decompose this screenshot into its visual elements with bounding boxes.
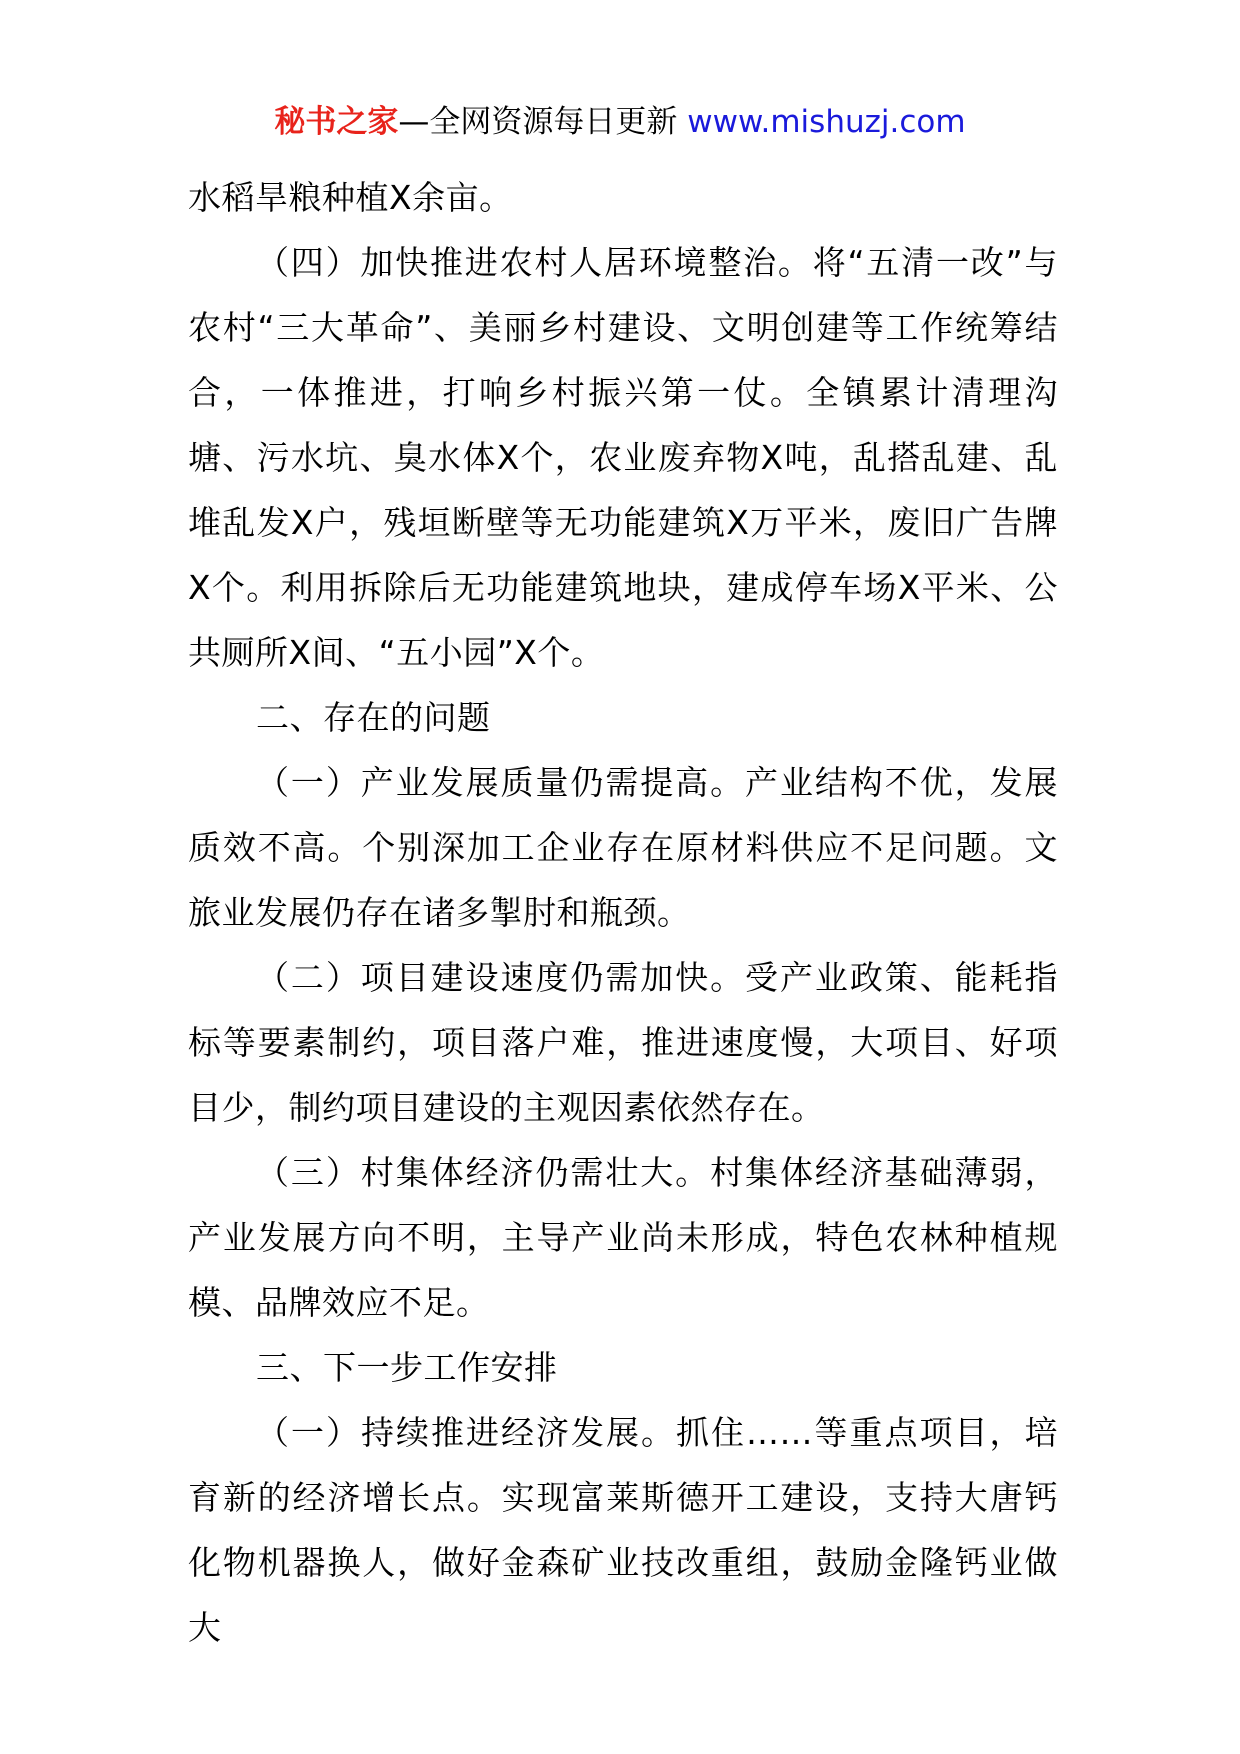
site-url-link[interactable]: www.mishuzj.com [687,104,966,140]
paragraph-next-step-1: （一）持续推进经济发展。抓住……等重点项目，培育新的经济增长点。实现富莱斯德开工建设，支持大唐钙化物机器换人，做好金森矿业技改重组，鼓励金隆钙业做大 [188,1413,1058,1647]
paragraph-problem-2: （二）项目建设速度仍需加快。受产业政策、能耗指标等要素制约，项目落户难，推进速度慢，大项目、好项目少，制约项目建设的主观因素依然存在。 [188,958,1058,1127]
paragraph-problem-3: （三）村集体经济仍需壮大。村集体经济基础薄弱，产业发展方向不明，主导产业尚未形成，特色农林种植规模、品牌效应不足。 [188,1153,1058,1322]
site-header [0,100,1240,144]
heading-existing-problems: 二、存在的问题 [256,698,491,737]
brand-name: 秘书之家 [274,104,399,140]
heading-next-steps: 三、下一步工作安排 [256,1348,558,1387]
paragraph-section-4-environment: （四）加快推进农村人居环境整治。将“五清一改”与农村“三大革命”、美丽乡村建设、文明创建等工作统筹结合，一体推进，打响乡村振兴第一仗。全镇累计清理沟塘、污水坑、臭水体X个，农业废弃物X吨，乱搭乱建、乱堆乱发X户，残垣断壁等无功能建筑X万平米，废旧广告牌X个。利用拆除后无功能建筑地块，建成停车场X平米、公共厕所X间、“五小园”X个。 [188,243,1058,672]
paragraph-problem-1: （一）产业发展质量仍需提高。产业结构不优，发展质效不高。个别深加工企业存在原材料供应不足问题。文旅业发展仍存在诸多掣肘和瓶颈。 [188,763,1058,932]
paragraph-continuation: 水稻旱粮种植X余亩。 [188,178,513,217]
document-body [188,165,1058,1660]
header-slogan: —全网资源每日更新 [398,104,688,140]
